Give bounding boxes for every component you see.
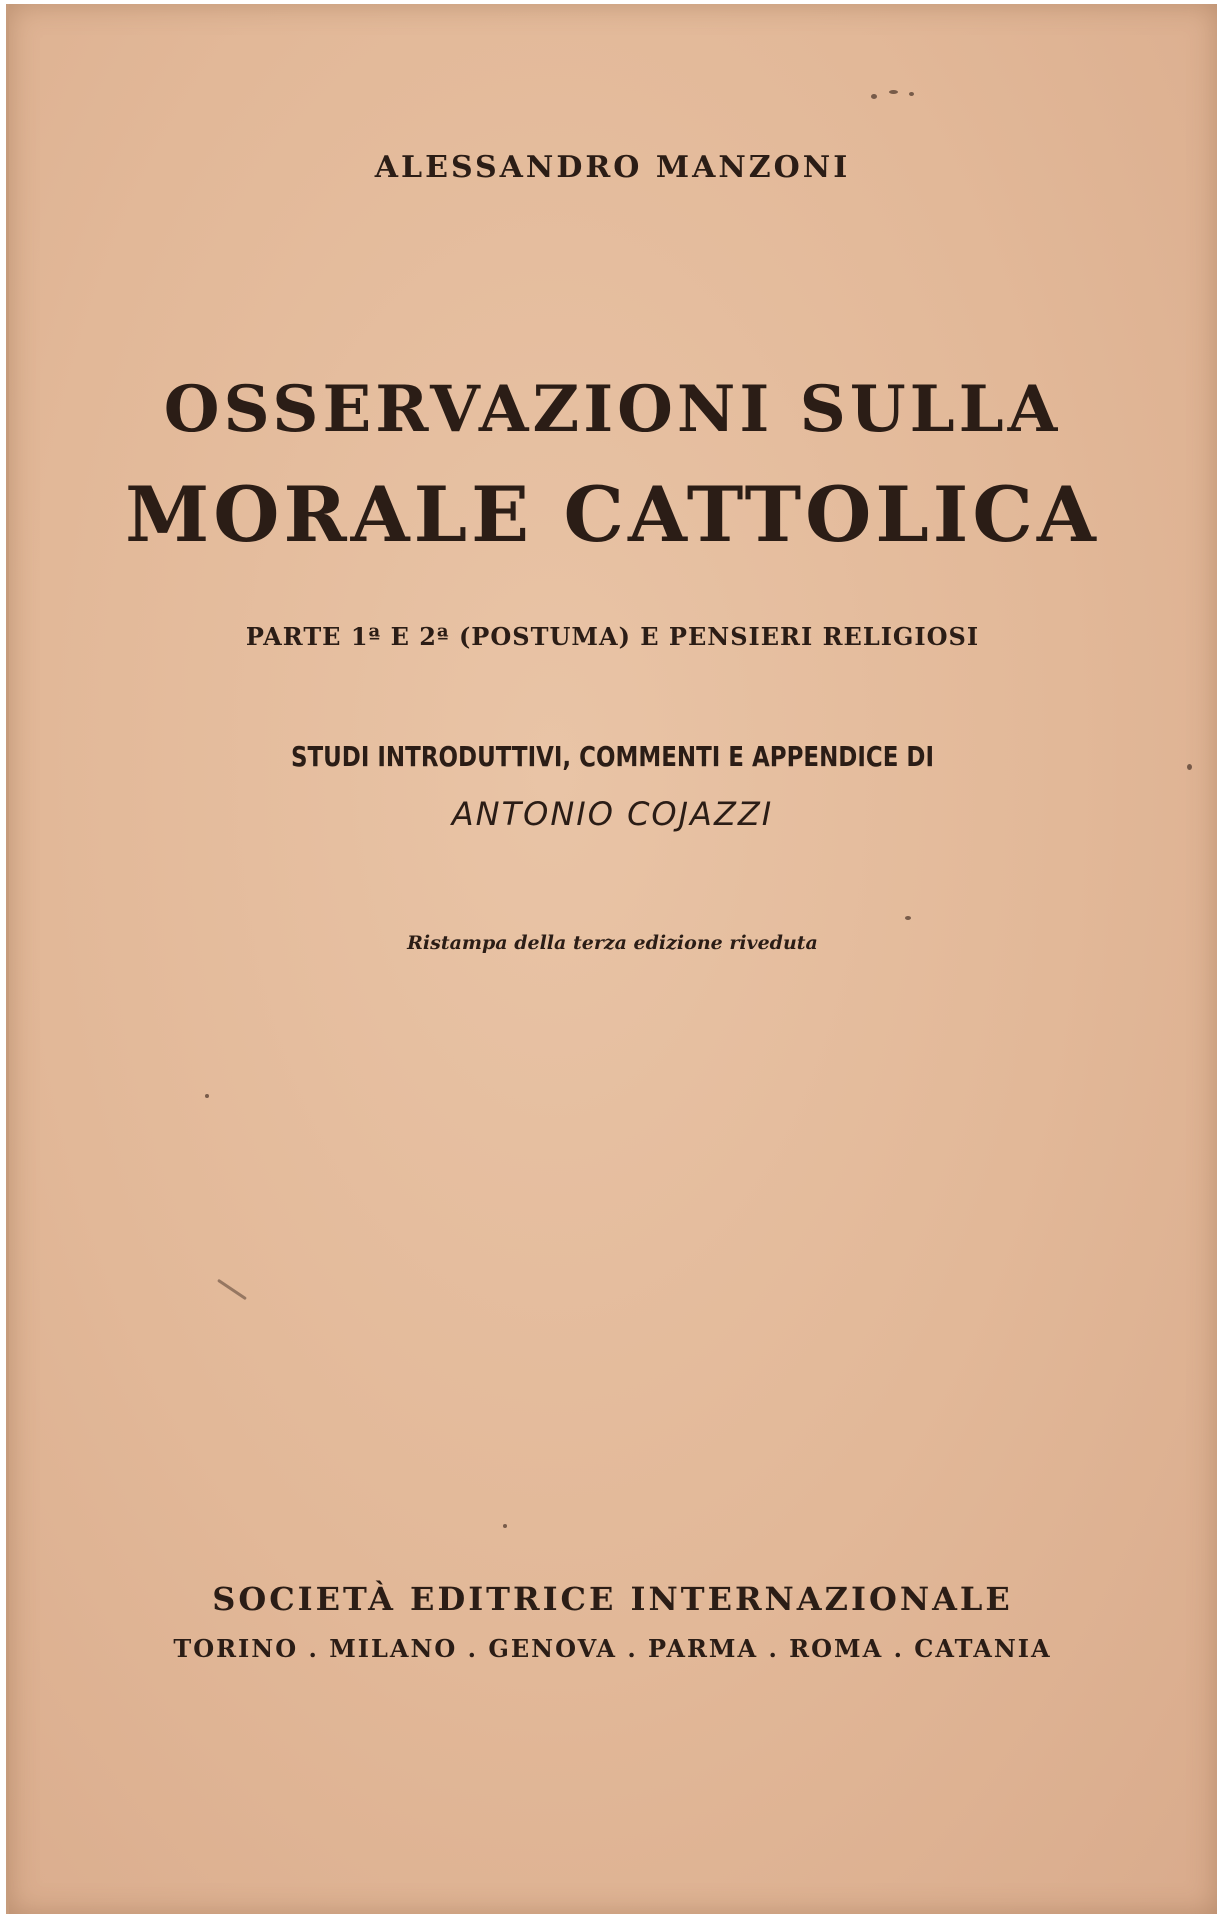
studies-line: STUDI INTRODUTTIVI, COMMENTI E APPENDICE DI bbox=[290, 740, 935, 773]
ink-speck bbox=[1187, 764, 1192, 770]
ink-speck bbox=[909, 92, 914, 96]
author-name: ALESSANDRO MANZONI bbox=[374, 150, 851, 185]
publisher-cities: TORINO . MILANO . GENOVA . PARMA . ROMA . CATANIA bbox=[173, 1634, 1052, 1663]
subtitle: PARTE 1ª E 2ª (POSTUMA) E PENSIERI RELIGIOSI bbox=[245, 622, 980, 651]
title-line-2: MORALE CATTOLICA bbox=[125, 470, 1100, 559]
editor-name: ANTONIO COJAZZI bbox=[451, 795, 774, 833]
title-line-1: OSSERVAZIONI SULLA bbox=[163, 372, 1062, 447]
publisher-name: SOCIETÀ EDITRICE INTERNAZIONALE bbox=[212, 1580, 1013, 1618]
ink-speck bbox=[871, 94, 877, 99]
ink-speck bbox=[217, 1279, 247, 1300]
book-cover bbox=[6, 4, 1217, 1914]
ink-speck bbox=[503, 1524, 507, 1528]
reprint-note: Ristampa della terza edizione riveduta bbox=[407, 932, 818, 954]
ink-speck bbox=[905, 916, 911, 920]
ink-speck bbox=[889, 90, 898, 94]
ink-speck bbox=[205, 1094, 209, 1098]
